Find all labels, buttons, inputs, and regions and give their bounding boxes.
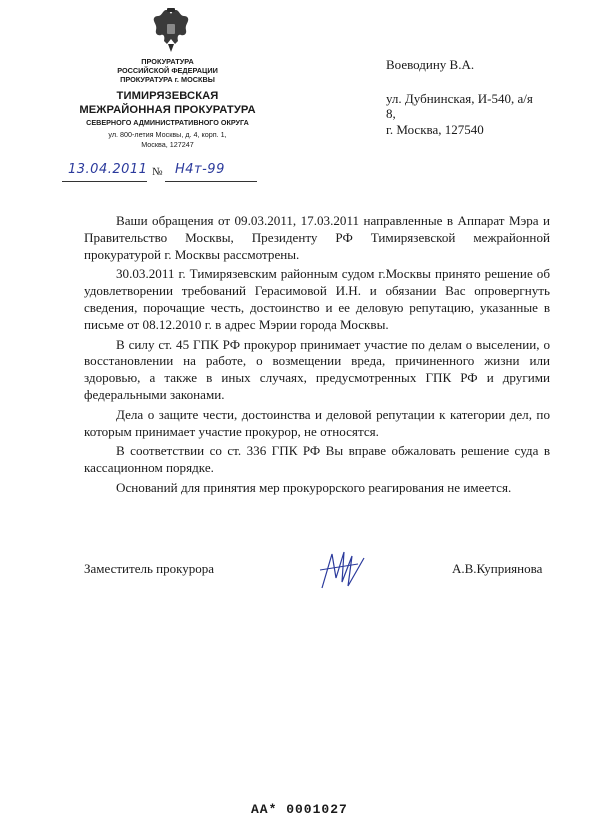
body-paragraph: 30.03.2011 г. Тимирязевским районным судом г.Москвы принято решение об удовлетворении требований Герасимовой И.Н. и обязании Вас опровергнуть сведения, порочащие честь, достоинство и ее деловую репутацию, указанные в письме от 08.12.2010 г. в адрес Мэрии города Москвы. (84, 266, 550, 332)
body-paragraph: Ваши обращения от 09.03.2011, 17.03.2011 направленные в Аппарат Мэра и Правительство Москвы, Президенту РФ Тимирязевской межрайонной прокуратурой г. Москвы рассмотрены. (84, 213, 550, 262)
document-date: 13.04.2011 (68, 162, 148, 177)
letterhead-org-line2: МЕЖРАЙОННАЯ ПРОКУРАТУРА (79, 104, 256, 116)
body-paragraph: Дела о защите чести, достоинства и деловой репутации к категории дел, по которым принимает участие прокурор, не относятся. (84, 406, 550, 439)
body-paragraph: В силу ст. 45 ГПК РФ прокурор принимает участие по делам о выселении, о восстановлении на работе, о возмещении вреда, причиненного жизни или здоровью, а также в иных случаях, предусмотренных ГПК РФ и другими федеральными законами. (84, 336, 550, 402)
letterhead-district: СЕВЕРНОГО АДМИНИСТРАТИВНОГО ОКРУГА (86, 118, 249, 127)
signatory-name: А.В.Куприянова (452, 561, 543, 576)
letterhead-address1: ул. 800-летия Москвы, д. 4, корп. 1, (108, 130, 227, 139)
letterhead-org-line1: ТИМИРЯЗЕВСКАЯ (116, 90, 219, 102)
letterhead-address2: Москва, 127247 (141, 140, 194, 149)
form-serial-number: АА* 0001027 (251, 802, 348, 817)
addressee-street: ул. Дубнинская, И-540, а/я (386, 91, 533, 106)
coat-of-arms-emblem (152, 8, 190, 54)
letterhead-line2: РОССИЙСКОЙ ФЕДЕРАЦИИ (117, 66, 218, 75)
date-underline (62, 181, 147, 182)
letter-body (84, 213, 550, 500)
addressee-city: г. Москва, 127540 (386, 122, 484, 137)
letterhead-line3: ПРОКУРАТУРА г. МОСКВЫ (120, 75, 215, 84)
signatory-position: Заместитель прокурора (84, 561, 214, 576)
body-paragraph: В соответствии со ст. 336 ГПК РФ Вы вправе обжаловать решение суда в кассационном порядке. (84, 443, 550, 476)
letterhead-line1: ПРОКУРАТУРА (141, 57, 194, 66)
number-sign: № (152, 166, 163, 178)
number-underline (165, 181, 257, 182)
document-number: Н4т-99 (175, 162, 225, 177)
body-paragraph: Оснований для принятия мер прокурорского реагирования не имеется. (116, 479, 512, 495)
addressee-name: Воеводину В.А. (386, 57, 475, 72)
addressee-box: 8, (386, 106, 396, 121)
handwritten-signature (318, 548, 368, 592)
